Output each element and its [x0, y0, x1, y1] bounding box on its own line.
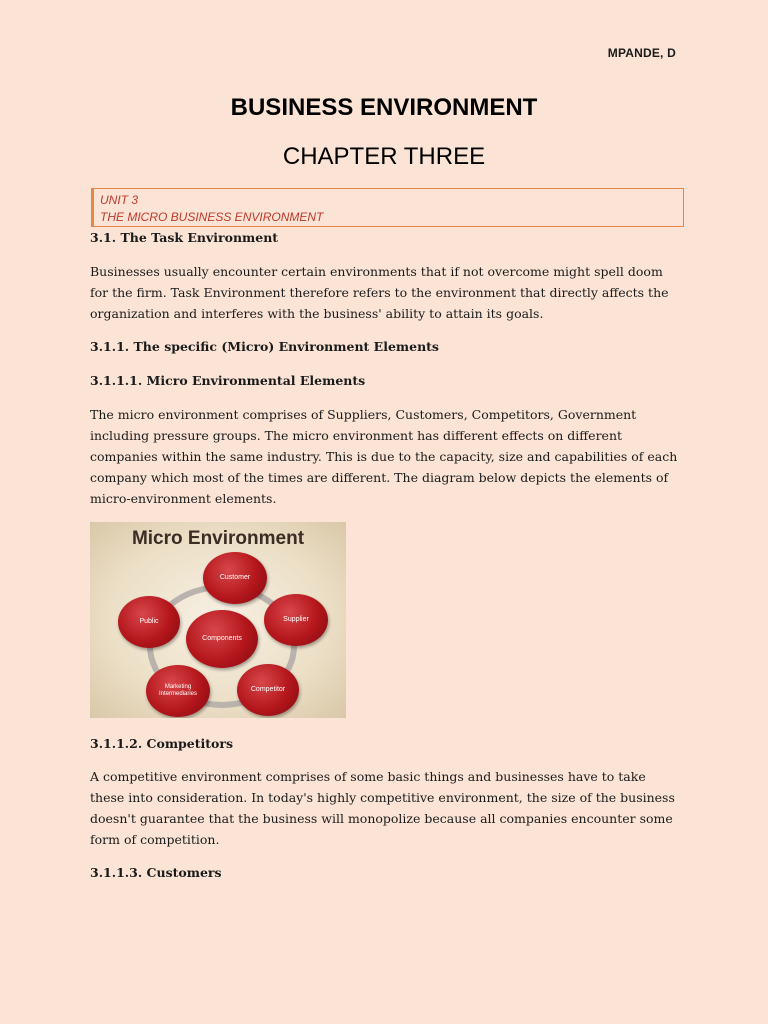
section-3-1-heading [90, 230, 680, 245]
document-title: BUSINESS ENVIRONMENT [230, 94, 538, 121]
heading-text: 3.1.1.1. Micro Environmental Elements [90, 373, 366, 388]
node-marketing-intermediaries: Marketing Intermediaries [146, 665, 210, 717]
section-3-1-1-3-heading [90, 865, 680, 880]
section-3-1-1-2-paragraph [90, 766, 680, 850]
heading-text: 3.1.1.3. Customers [90, 865, 222, 880]
unit-box [91, 188, 684, 227]
micro-environment-diagram [90, 522, 346, 718]
section-3-1-1-2-heading [90, 736, 680, 751]
heading-text: 3.1.1.2. Competitors [90, 736, 234, 751]
unit-number: UNIT 3 [100, 193, 139, 207]
node-public: Public [118, 596, 180, 648]
node-supplier: Supplier [264, 594, 328, 646]
paragraph-text: Businesses usually encounter certain environments that if not overcome might spell doom for the firm. Task Environment therefore refers to the environment that directly affects the organization and interferes with the business' ability to attain its goals. [90, 264, 669, 321]
section-3-1-1-1-heading [90, 373, 680, 388]
node-components: Components [186, 610, 258, 668]
chapter-title: CHAPTER THREE [282, 143, 486, 170]
node-competitor: Competitor [237, 664, 299, 716]
heading-text: 3.1. The Task Environment [90, 230, 279, 245]
node-customer: Customer [203, 552, 267, 604]
unit-title: THE MICRO BUSINESS ENVIRONMENT [100, 210, 324, 224]
author-name: MPANDE, D [607, 46, 676, 60]
section-3-1-1-heading [90, 339, 680, 354]
section-3-1-1-1-paragraph [90, 404, 680, 509]
section-3-1-paragraph [90, 261, 680, 324]
paragraph-text: The micro environment comprises of Suppliers, Customers, Competitors, Government including pressure groups. The micro environment has different effects on different companies within the same industry. This is due to the capacity, size and capabilities of each company which most of the times are different. The diagram below depicts the elements of micro-environment elements. [90, 407, 678, 506]
diagram-title: Micro Environment [131, 528, 305, 549]
heading-text: 3.1.1. The specific (Micro) Environment Elements [90, 339, 439, 354]
paragraph-text: A competitive environment comprises of some basic things and businesses have to take these into consideration. In today's highly competitive environment, the size of the business doesn't guarantee that the business will monopolize because all companies encounter some form of competition. [90, 769, 675, 847]
